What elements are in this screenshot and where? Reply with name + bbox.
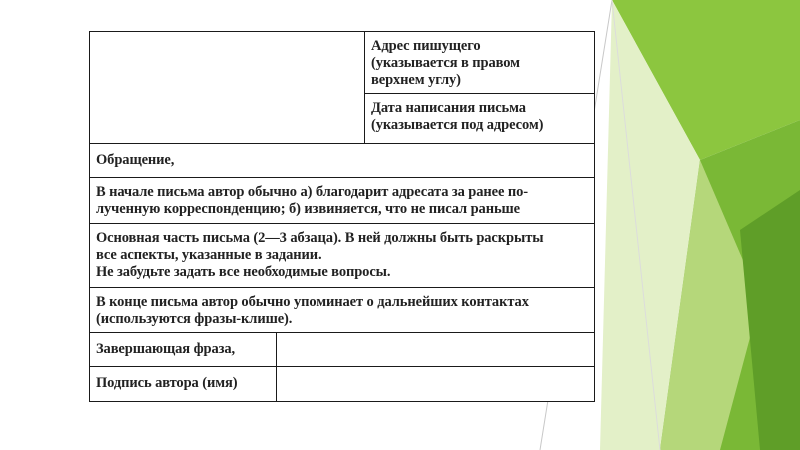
cell-greeting: Обращение, — [89, 143, 277, 178]
cell-opening: В начале письма автор обычно а) благодарит адресата за ранее по- лученную корреспонденцию; б) извиняется, что не писал раньше — [89, 177, 595, 224]
table-blank-cell — [89, 31, 366, 144]
cell-main-body: Основная часть письма (2—3 абзаца). В ней должны быть раскрыты все аспекты, указанные в задании. Не забудьте задать все необходимые вопросы. — [89, 223, 595, 288]
cell-closing-phrase: Завершающая фраза, — [89, 332, 277, 367]
cell-signature: Подпись автора (имя) — [89, 366, 277, 402]
cell-letter-date: Дата написания письма (указывается под адресом) — [364, 93, 595, 144]
cell-closing-contacts: В конце письма автор обычно упоминает о дальнейших контактах (используются фразы-клише). — [89, 287, 595, 333]
cell-sender-address: Адрес пишущего (указывается в правом верхнем углу) — [364, 31, 595, 94]
table-blank-cell — [276, 366, 595, 402]
table-blank-cell — [276, 143, 595, 178]
table-blank-cell — [276, 332, 595, 367]
